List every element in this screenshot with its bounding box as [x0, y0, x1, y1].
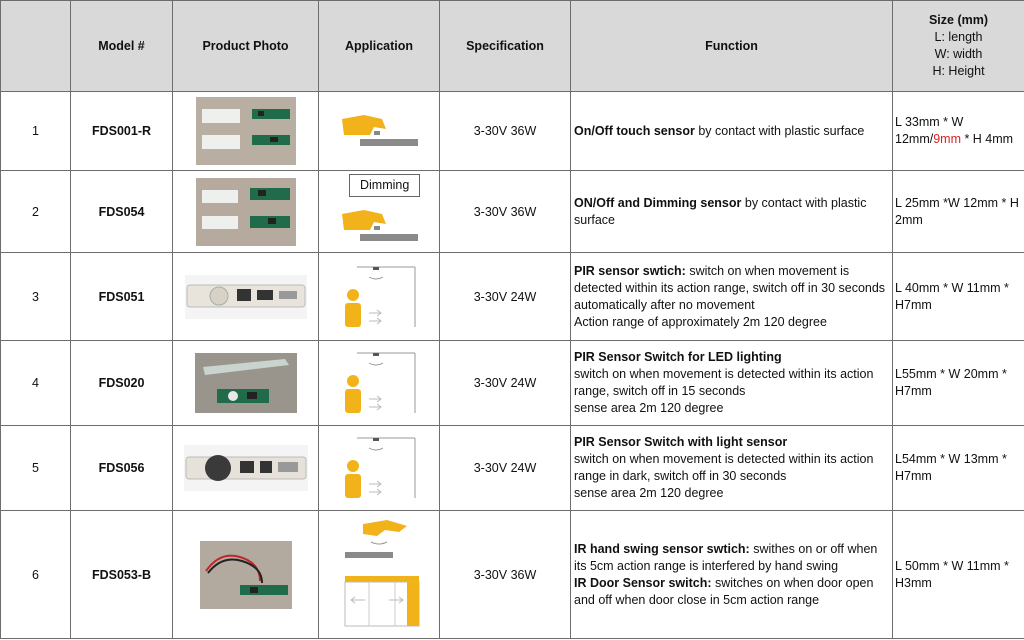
row-number: 3: [1, 253, 71, 341]
application-illustration: [319, 92, 440, 171]
touch-sensor-photo: [196, 97, 296, 165]
specification: 3-30V 24W: [440, 426, 571, 511]
application-illustration: [319, 253, 440, 341]
size: L 25mm *W 12mm * H 2mm: [893, 171, 1024, 253]
product-photo: [173, 426, 319, 511]
hand-door-icon: [333, 516, 425, 634]
function: [571, 171, 893, 253]
hand-touch-icon: [334, 190, 424, 250]
motion-detect-icon: [339, 261, 419, 333]
header-size: [893, 1, 1024, 92]
application-illustration: [319, 426, 440, 511]
row-number: 6: [1, 511, 71, 639]
header-model: Model #: [71, 1, 173, 92]
specification: 3-30V 36W: [440, 92, 571, 171]
model-number: FDS056: [71, 426, 173, 511]
function-title: PIR sensor swtich:: [574, 263, 686, 278]
function-text: swithes on or off when its 5cm action range is interfered by hand swing: [574, 541, 878, 573]
specification: 3-30V 24W: [440, 341, 571, 426]
product-photo: [173, 171, 319, 253]
ir-sensor-photo: [200, 541, 292, 609]
application-illustration: [319, 171, 440, 253]
size: [893, 92, 1024, 171]
function-text: switch on when movement is detected within its action range, switch off in 15 seconds: [574, 367, 874, 398]
function-text: switches on when door open and off when door close in 5cm action range: [574, 575, 874, 607]
function-title: PIR Sensor Switch with light sensor: [574, 435, 788, 449]
hand-touch-icon: [334, 101, 424, 161]
row-number: 2: [1, 171, 71, 253]
model-number: FDS054: [71, 171, 173, 253]
size: L55mm * W 20mm * H7mm: [893, 341, 1024, 426]
size: L54mm * W 13mm * H7mm: [893, 426, 1024, 511]
row-number: 4: [1, 341, 71, 426]
header-specification: Specification: [440, 1, 571, 92]
function-text: by contact with plastic surface: [574, 195, 867, 227]
product-photo: [173, 253, 319, 341]
function-text: by contact with plastic surface: [694, 123, 865, 138]
function: [571, 511, 893, 639]
table-row: [1, 92, 1024, 171]
specification: 3-30V 24W: [440, 253, 571, 341]
motion-detect-icon: [339, 432, 419, 504]
table-row: [1, 253, 1024, 341]
function-title: On/Off touch sensor: [574, 123, 695, 138]
table-row: [1, 511, 1024, 639]
pir-led-sensor-photo: [195, 353, 297, 413]
application-illustration: [319, 341, 440, 426]
size-width: W: width: [934, 47, 983, 61]
pir-sensor-photo: [185, 275, 307, 319]
function-title: PIR Sensor Switch for LED lighting: [574, 350, 782, 364]
specification: 3-30V 36W: [440, 511, 571, 639]
header-function: Function: [571, 1, 893, 92]
size-part: L 33mm * W 12mm/: [895, 115, 964, 146]
table-row: [1, 426, 1024, 511]
function-title: IR hand swing sensor swtich:: [574, 541, 750, 556]
model-number: FDS051: [71, 253, 173, 341]
function-text: sense area 2m 120 degree: [574, 401, 724, 415]
product-photo: [173, 92, 319, 171]
motion-detect-icon: [339, 347, 419, 419]
function-text: Action range of approximately 2m 120 degree: [574, 314, 827, 329]
dimming-sensor-photo: [196, 178, 296, 246]
product-photo: [173, 341, 319, 426]
dimming-label: Dimming: [349, 174, 420, 197]
function: [571, 92, 893, 171]
function-text: switch on when movement is detected within its action range in dark, switch off in 30 seconds: [574, 452, 874, 483]
function-title: ON/Off and Dimming sensor: [574, 195, 742, 210]
size-length: L: length: [934, 30, 983, 44]
function: [571, 253, 893, 341]
function-title: IR Door Sensor switch:: [574, 575, 712, 590]
function: [571, 426, 893, 511]
model-number: FDS020: [71, 341, 173, 426]
size: L 40mm * W 11mm * H7mm: [893, 253, 1024, 341]
row-number: 1: [1, 92, 71, 171]
header-num: [1, 1, 71, 92]
size-title: Size (mm): [928, 13, 989, 27]
header-photo: Product Photo: [173, 1, 319, 92]
function: [571, 341, 893, 426]
function-text: sense area 2m 120 degree: [574, 486, 724, 500]
function-text: switch on when movement is detected within its action range, switch off in 30 seconds automatically after no movement: [574, 263, 886, 312]
product-photo: [173, 511, 319, 639]
size-height: H: Height: [932, 64, 985, 78]
pir-light-sensor-photo: [184, 445, 308, 491]
header-application: Application: [319, 1, 440, 92]
size-part: * H 4mm: [960, 132, 1014, 146]
table-row: [1, 171, 1024, 253]
table-row: [1, 341, 1024, 426]
header-row: [1, 1, 1024, 92]
model-number: FDS053-B: [71, 511, 173, 639]
size-alt: 9mm: [933, 132, 961, 146]
specification: 3-30V 36W: [440, 171, 571, 253]
model-number: FDS001-R: [71, 92, 173, 171]
application-illustration: [319, 511, 440, 639]
row-number: 5: [1, 426, 71, 511]
size: L 50mm * W 11mm * H3mm: [893, 511, 1024, 639]
